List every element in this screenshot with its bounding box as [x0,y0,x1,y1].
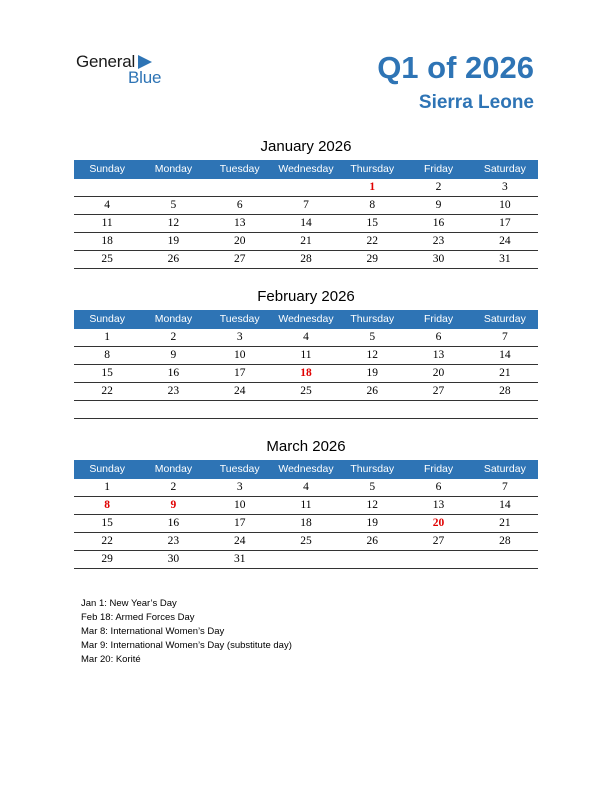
calendar-february [74,286,538,419]
day-cell [140,179,206,196]
weekday-label: Tuesday [219,313,260,325]
weekday-label: Saturday [483,463,526,475]
weekday-label: Tuesday [219,463,260,475]
day-cell [405,551,471,568]
day-cell: 19 [366,367,379,379]
month-title: February 2026 [257,288,355,305]
day-cell: 18 [101,235,113,247]
weekday-label: Thursday [350,463,395,475]
week-row [74,365,538,383]
day-cell: 2 [170,331,177,343]
day-cell [207,179,273,196]
day-cell: 6 [236,199,243,211]
day-cell: 10 [499,199,511,211]
weekday-label: Thursday [350,163,395,175]
day-cell: 10 [233,499,246,511]
day-cell: 22 [101,385,113,397]
weekday-label: Wednesday [278,313,334,325]
day-cell: 3 [236,481,243,493]
weekday-label: Friday [423,313,454,325]
day-cell: 3 [236,331,243,343]
day-cell: 7 [303,199,309,211]
day-cell: 5 [170,199,177,211]
day-cell: 5 [369,481,376,493]
weekday-label: Monday [154,163,193,175]
week-row [74,497,538,515]
day-cell: 29 [101,553,113,565]
holiday-note: Mar 8: International Women’s Day [81,626,225,637]
day-cell [140,401,206,418]
day-cell [273,401,339,418]
day-cell [273,551,339,568]
day-cell: 1 [104,331,111,343]
country-name: Sierra Leone [418,92,534,113]
day-cell [207,401,273,418]
day-cell: 21 [300,235,312,247]
page-title: Q1 of 2026 [377,50,534,85]
day-cell: 15 [101,517,113,529]
calendar-january [74,136,538,269]
day-cell: 23 [432,235,445,247]
holiday-day-cell: 8 [104,499,111,511]
week-row [74,401,538,419]
day-cell: 14 [300,217,312,229]
weekday-label: Sunday [89,163,125,175]
holiday-note: Mar 9: International Women’s Day (substitute day) [81,640,292,651]
day-cell: 22 [101,535,113,547]
day-cell: 24 [499,235,511,247]
day-cell [74,401,140,418]
day-cell: 5 [369,331,376,343]
day-cell [405,401,471,418]
day-cell [339,401,405,418]
logo-general-text: General [76,52,136,71]
day-cell: 16 [167,517,180,529]
day-cell: 26 [167,253,180,265]
day-cell: 30 [432,253,445,265]
logo-flag-icon [138,55,152,69]
day-cell [339,551,405,568]
day-cell: 28 [300,253,312,265]
week-row [74,179,538,197]
week-row [74,233,538,251]
day-cell: 27 [432,535,445,547]
day-cell: 14 [499,499,511,511]
day-cell: 17 [233,367,246,379]
day-cell: 25 [300,535,312,547]
day-cell: 31 [233,553,246,565]
day-cell: 20 [432,367,445,379]
day-cell: 27 [432,385,445,397]
day-cell: 7 [501,331,508,343]
day-cell: 24 [233,385,246,397]
day-cell: 11 [300,499,312,511]
day-cell: 4 [303,481,309,493]
day-cell: 9 [435,199,442,211]
day-cell: 4 [104,199,111,211]
weekday-header-row [74,160,538,179]
day-cell: 23 [167,535,180,547]
day-cell: 19 [366,517,379,529]
day-cell: 21 [499,367,511,379]
weekday-label: Monday [154,313,193,325]
day-cell: 24 [233,535,246,547]
day-cell [472,401,538,418]
weekday-label: Sunday [89,313,125,325]
month-title: January 2026 [260,138,352,155]
weekday-header-row [74,460,538,479]
calendar-march [74,436,538,569]
day-cell: 8 [104,349,111,361]
day-cell: 1 [104,481,111,493]
day-cell: 8 [369,199,376,211]
day-cell [472,551,538,568]
week-row [74,347,538,365]
week-row [74,551,538,569]
day-cell: 26 [366,535,379,547]
holiday-note: Feb 18: Armed Forces Day [81,612,195,623]
day-cell: 21 [499,517,511,529]
day-cell: 25 [101,253,113,265]
day-cell: 26 [366,385,379,397]
day-cell: 16 [167,367,180,379]
month-title: March 2026 [266,438,346,455]
day-cell: 16 [432,217,445,229]
day-cell: 19 [167,235,180,247]
weekday-label: Saturday [483,163,526,175]
day-cell: 25 [300,385,312,397]
day-cell: 2 [435,181,442,193]
day-cell: 18 [300,517,312,529]
weekday-label: Wednesday [278,463,334,475]
day-cell: 17 [499,217,511,229]
day-cell: 11 [101,217,113,229]
weekday-label: Wednesday [278,163,334,175]
day-cell: 13 [432,499,445,511]
generalblue-logo [76,52,176,88]
day-cell: 13 [432,349,445,361]
day-cell: 13 [233,217,246,229]
day-cell: 17 [233,517,246,529]
holiday-day-cell: 1 [369,181,376,193]
week-row [74,329,538,347]
day-cell: 22 [366,235,379,247]
day-cell: 28 [499,385,511,397]
day-cell: 28 [499,535,511,547]
week-row [74,533,538,551]
day-cell [74,179,140,196]
week-row [74,197,538,215]
day-cell: 15 [101,367,113,379]
day-cell: 30 [167,553,180,565]
day-cell: 29 [366,253,379,265]
weekday-header-row [74,310,538,329]
day-cell: 14 [499,349,511,361]
day-cell: 12 [167,217,180,229]
weekday-label: Sunday [89,463,125,475]
week-row [74,215,538,233]
day-cell: 10 [233,349,246,361]
weekday-label: Thursday [350,313,395,325]
holiday-day-cell: 9 [170,499,177,511]
day-cell: 27 [233,253,246,265]
day-cell: 12 [366,499,379,511]
day-cell: 3 [501,181,508,193]
weekday-label: Monday [154,463,193,475]
holiday-day-cell: 18 [300,367,312,379]
day-cell: 11 [300,349,312,361]
day-cell: 2 [170,481,177,493]
day-cell: 12 [366,349,379,361]
day-cell: 7 [501,481,508,493]
holiday-note: Mar 20: Korité [81,654,141,665]
day-cell: 31 [499,253,511,265]
weekday-label: Friday [423,463,454,475]
weekday-label: Tuesday [219,163,260,175]
weekday-label: Friday [423,163,454,175]
week-row [74,515,538,533]
day-cell: 20 [233,235,246,247]
day-cell: 4 [303,331,309,343]
week-row [74,251,538,269]
holiday-list [81,597,292,667]
day-cell: 9 [170,349,177,361]
holiday-note: Jan 1: New Year’s Day [81,598,177,609]
weekday-label: Saturday [483,313,526,325]
day-cell: 6 [435,331,442,343]
day-cell [273,179,339,196]
holiday-day-cell: 20 [432,517,445,529]
week-row [74,383,538,401]
day-cell: 15 [366,217,379,229]
logo-blue-text: Blue [128,68,162,87]
week-row [74,479,538,497]
day-cell: 6 [435,481,442,493]
day-cell: 23 [167,385,180,397]
